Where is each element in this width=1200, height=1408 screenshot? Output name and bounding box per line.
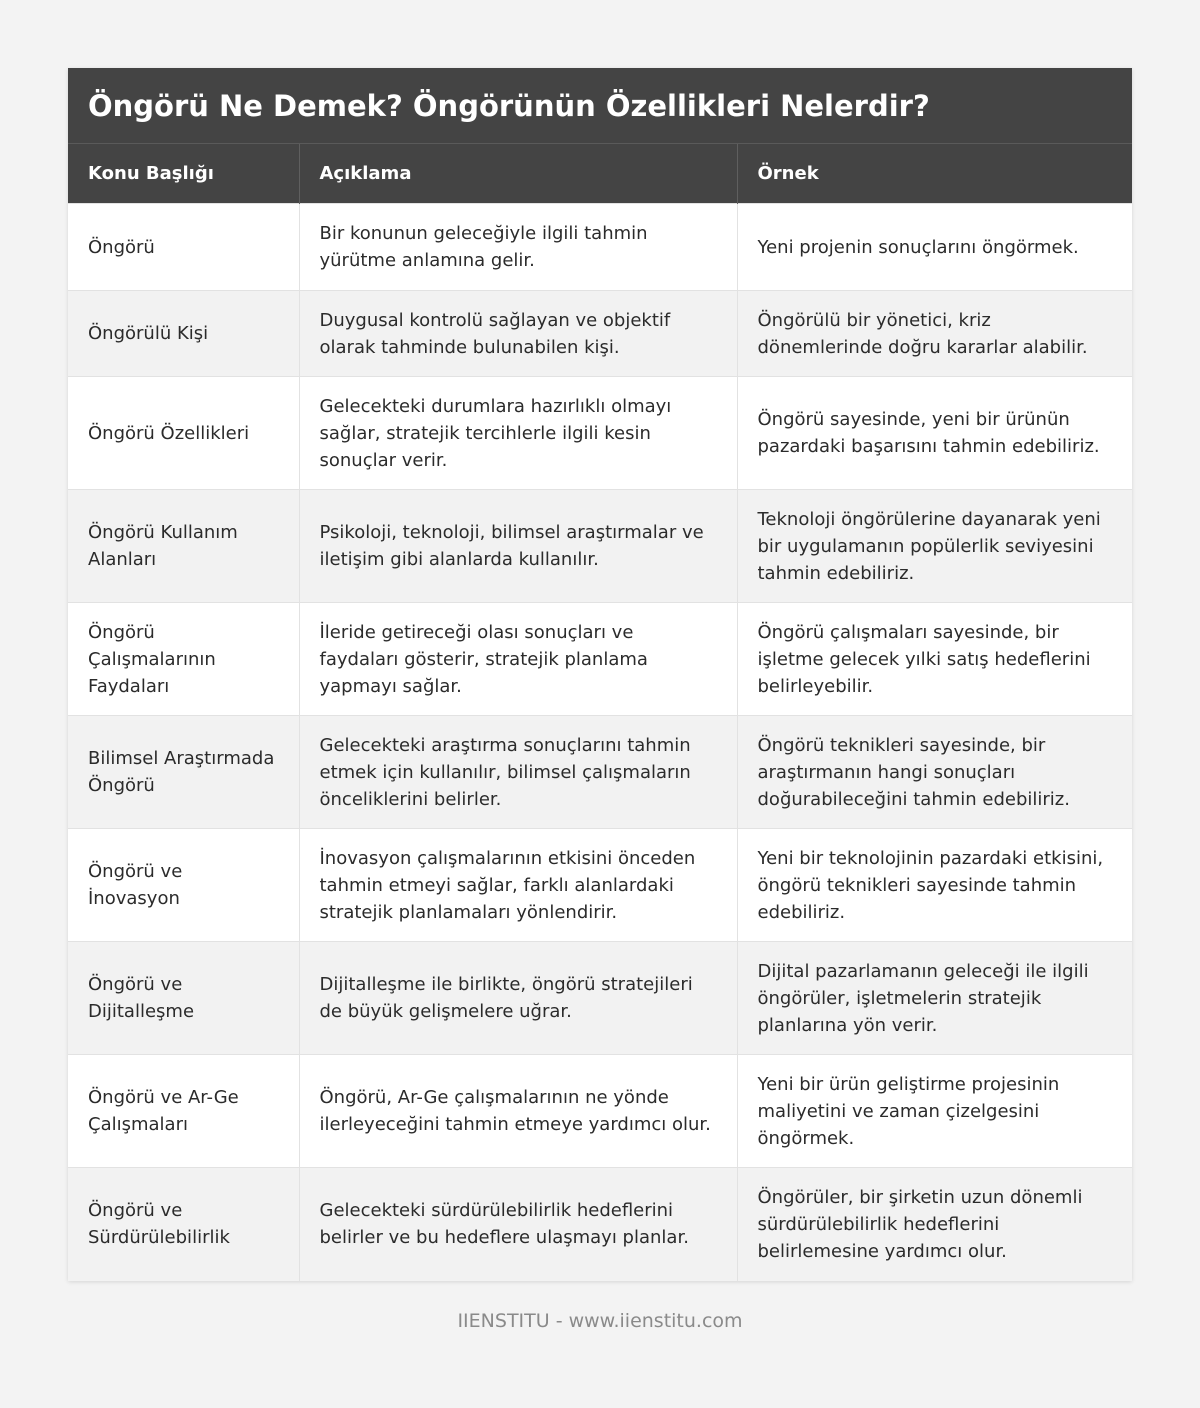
table-row [68, 829, 1132, 942]
column-header-description: Açıklama [299, 144, 737, 204]
example-cell: Öngörü sayesinde, yeni bir ürünün pazardaki başarısını tahmin edebiliriz. [737, 377, 1132, 490]
example-cell: Öngörüler, bir şirketin uzun dönemli sürdürülebilirlik hedeflerini belirlemesine yardımcı olur. [737, 1168, 1132, 1281]
example-cell: Yeni projenin sonuçlarını öngörmek. [737, 204, 1132, 291]
description-cell: İleride getireceği olası sonuçları ve faydaları gösterir, stratejik planlama yapmayı sağlar. [299, 603, 737, 716]
topic-cell: Öngörü Özellikleri [68, 377, 299, 490]
table-row [68, 490, 1132, 603]
topic-cell: Öngörü Çalışmalarının Faydaları [68, 603, 299, 716]
description-cell: Duygusal kontrolü sağlayan ve objektif olarak tahminde bulunabilen kişi. [299, 291, 737, 377]
description-cell: Gelecekteki araştırma sonuçlarını tahmin etmek için kullanılır, bilimsel çalışmaların önceliklerini belirler. [299, 716, 737, 829]
column-header-example: Örnek [737, 144, 1132, 204]
example-cell: Teknoloji öngörülerine dayanarak yeni bir uygulamanın popülerlik seviyesini tahmin edebiliriz. [737, 490, 1132, 603]
topic-cell: Öngörü ve İnovasyon [68, 829, 299, 942]
table-row [68, 1168, 1132, 1281]
table-title: Öngörü Ne Demek? Öngörünün Özellikleri Nelerdir? [68, 68, 1132, 144]
table-row [68, 1055, 1132, 1168]
example-cell: Öngörü teknikleri sayesinde, bir araştırmanın hangi sonuçları doğurabileceğini tahmin edebiliriz. [737, 716, 1132, 829]
topic-cell: Öngörü ve Sürdürülebilirlik [68, 1168, 299, 1281]
topic-cell: Öngörü ve Dijitalleşme [68, 942, 299, 1055]
info-card [68, 68, 1132, 1281]
table-row [68, 291, 1132, 377]
table-row [68, 204, 1132, 291]
topic-cell: Öngörü Kullanım Alanları [68, 490, 299, 603]
example-cell: Yeni bir teknolojinin pazardaki etkisini, öngörü teknikleri sayesinde tahmin edebiliriz. [737, 829, 1132, 942]
table-row [68, 716, 1132, 829]
table-row [68, 377, 1132, 490]
topic-cell: Bilimsel Araştırmada Öngörü [68, 716, 299, 829]
description-cell: Gelecekteki durumlara hazırlıklı olmayı sağlar, stratejik tercihlerle ilgili kesin sonuçlar verir. [299, 377, 737, 490]
topic-cell: Öngörü [68, 204, 299, 291]
footer-credit: IIENSTITU - www.iienstitu.com [457, 1310, 743, 1332]
column-header-topic: Konu Başlığı [68, 144, 299, 204]
description-cell: Dijitalleşme ile birlikte, öngörü stratejileri de büyük gelişmelere uğrar. [299, 942, 737, 1055]
description-cell: Psikoloji, teknoloji, bilimsel araştırmalar ve iletişim gibi alanlarda kullanılır. [299, 490, 737, 603]
description-cell: Gelecekteki sürdürülebilirlik hedeflerini belirler ve bu hedeflere ulaşmayı planlar. [299, 1168, 737, 1281]
table-row [68, 603, 1132, 716]
table-row [68, 942, 1132, 1055]
example-cell: Öngörülü bir yönetici, kriz dönemlerinde doğru kararlar alabilir. [737, 291, 1132, 377]
example-cell: Öngörü çalışmaları sayesinde, bir işletme gelecek yılki satış hedeflerini belirleyebilir. [737, 603, 1132, 716]
topic-cell: Öngörülü Kişi [68, 291, 299, 377]
topic-table [68, 144, 1132, 1281]
description-cell: Bir konunun geleceğiyle ilgili tahmin yürütme anlamına gelir. [299, 204, 737, 291]
topic-cell: Öngörü ve Ar-Ge Çalışmaları [68, 1055, 299, 1168]
description-cell: Öngörü, Ar-Ge çalışmalarının ne yönde ilerleyeceğini tahmin etmeye yardımcı olur. [299, 1055, 737, 1168]
description-cell: İnovasyon çalışmalarının etkisini önceden tahmin etmeyi sağlar, farklı alanlardaki stratejik planlamaları yönlendirir. [299, 829, 737, 942]
example-cell: Yeni bir ürün geliştirme projesinin maliyetini ve zaman çizelgesini öngörmek. [737, 1055, 1132, 1168]
header-row [68, 144, 1132, 204]
example-cell: Dijital pazarlamanın geleceği ile ilgili öngörüler, işletmelerin stratejik planlarına yön verir. [737, 942, 1132, 1055]
